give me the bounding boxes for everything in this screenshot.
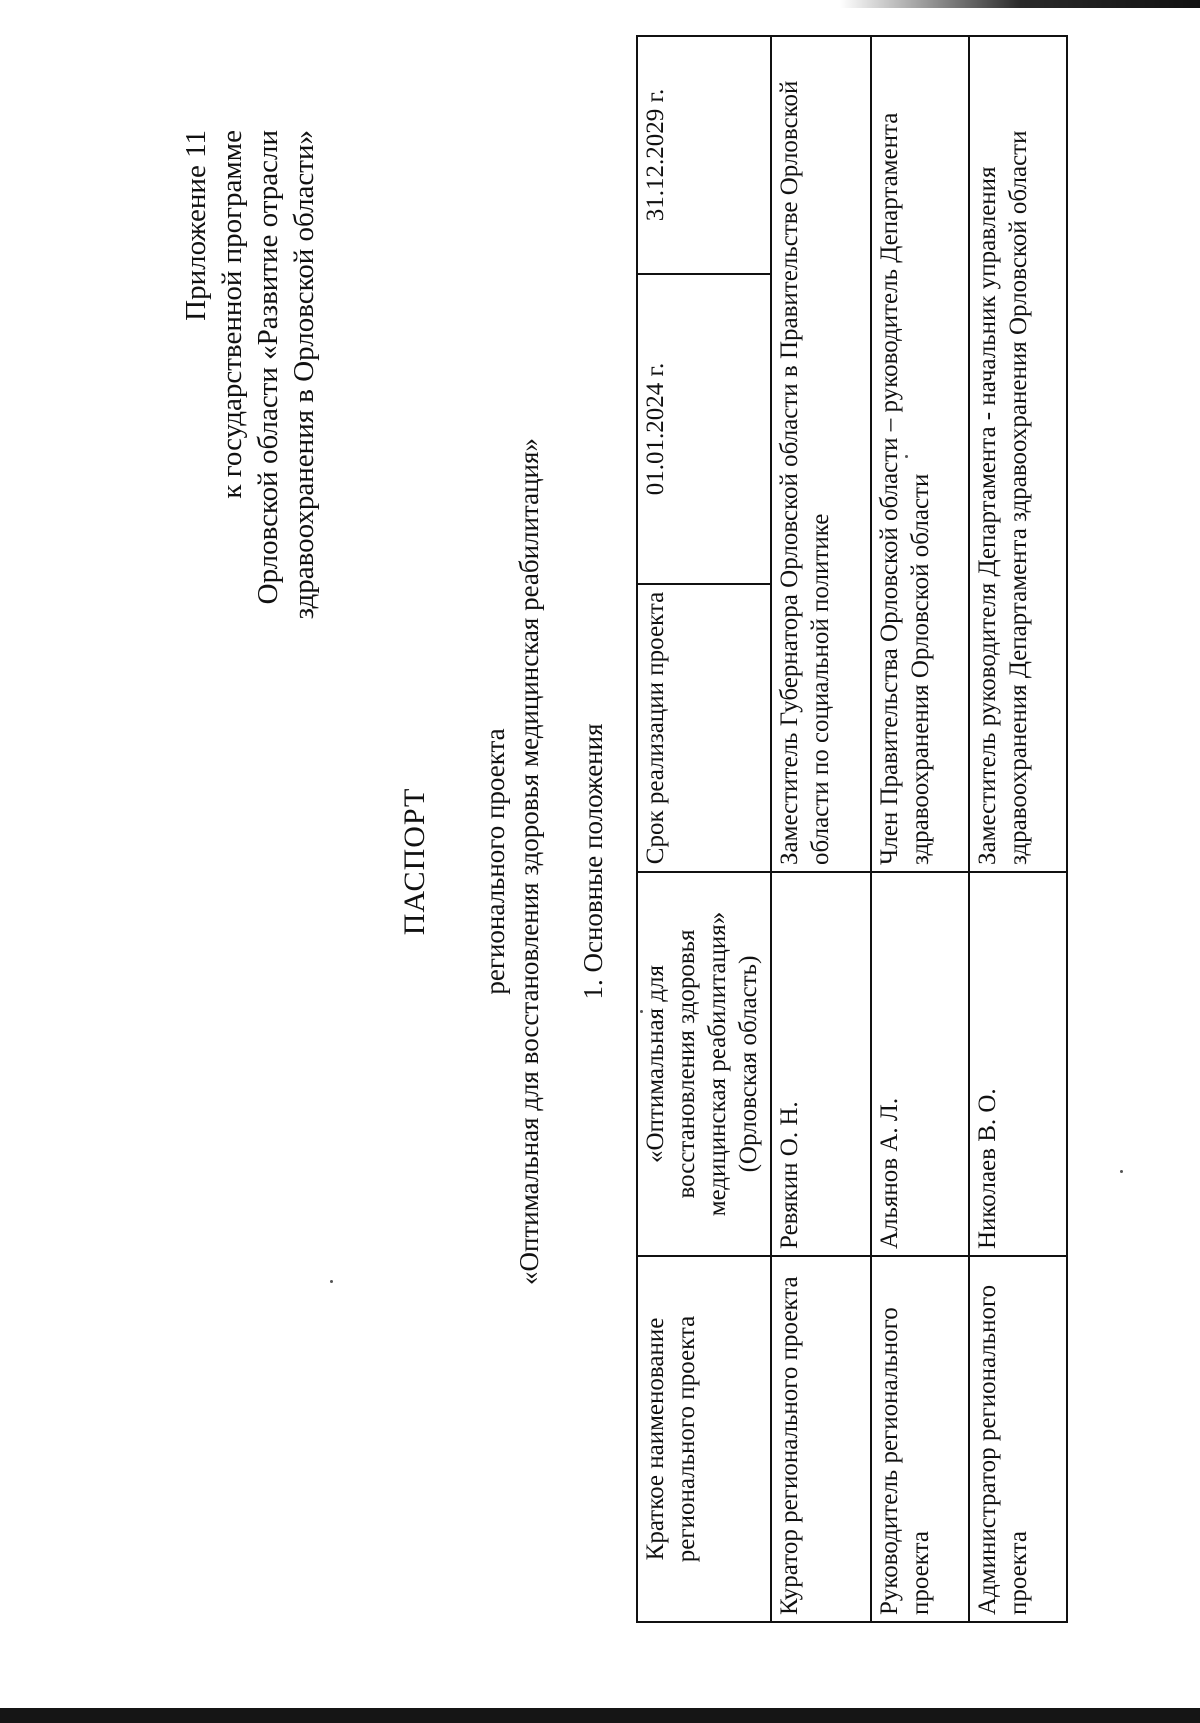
appendix-block: [178, 130, 322, 619]
person-position: Член Правительства Орловской области – руководитель Департамента здравоохранения Орловской области: [871, 36, 969, 872]
start-date: 01.01.2024 г.: [637, 274, 771, 584]
person-name: Ревякин О. Н.: [771, 872, 871, 1256]
appendix-program-name-line: здравоохранения в Орловской области»: [288, 130, 320, 620]
role-label: Куратор регионального проекта: [771, 1256, 871, 1622]
short-name-label: Краткое наименование регионального проекта: [637, 1256, 771, 1622]
person-name: Альянов А. Л.: [871, 872, 969, 1256]
end-date: 31.12.2029 г.: [637, 36, 771, 274]
table-row: [871, 36, 969, 1622]
project-name: «Оптимальная для восстановления здоровья медицинская реабилитация»: [514, 438, 544, 1285]
term-label: Срок реализации проекта: [637, 584, 771, 872]
document-title: ПАСПОРТ: [398, 787, 431, 936]
appendix-program-line: к государственной программе: [216, 130, 248, 499]
short-name-value: «Оптимальная для восстановления здоровья медицинская реабилитация» (Орловская область): [637, 872, 771, 1256]
role-label: Руководитель регионального проекта: [871, 1256, 969, 1622]
table-row: [637, 36, 771, 1622]
appendix-number: Приложение 11: [180, 130, 212, 321]
role-label: Администратор регионального проекта: [969, 1256, 1067, 1622]
section-title: 1. Основные положения: [578, 723, 608, 1000]
table-row: [969, 36, 1067, 1622]
person-position: Заместитель руководителя Департамента - начальник управления здравоохранения Департамента здравоохранения Орловской области: [969, 36, 1067, 872]
appendix-region-line: Орловской области «Развитие отрасли: [252, 130, 284, 605]
main-provisions-table: [636, 35, 1068, 1623]
person-name: Николаев В. О.: [969, 872, 1067, 1256]
table-row: [771, 36, 871, 1622]
person-position: Заместитель Губернатора Орловской области в Правительстве Орловской области по социальной политике: [771, 36, 871, 872]
document-subtitle: регионального проекта: [480, 728, 510, 995]
